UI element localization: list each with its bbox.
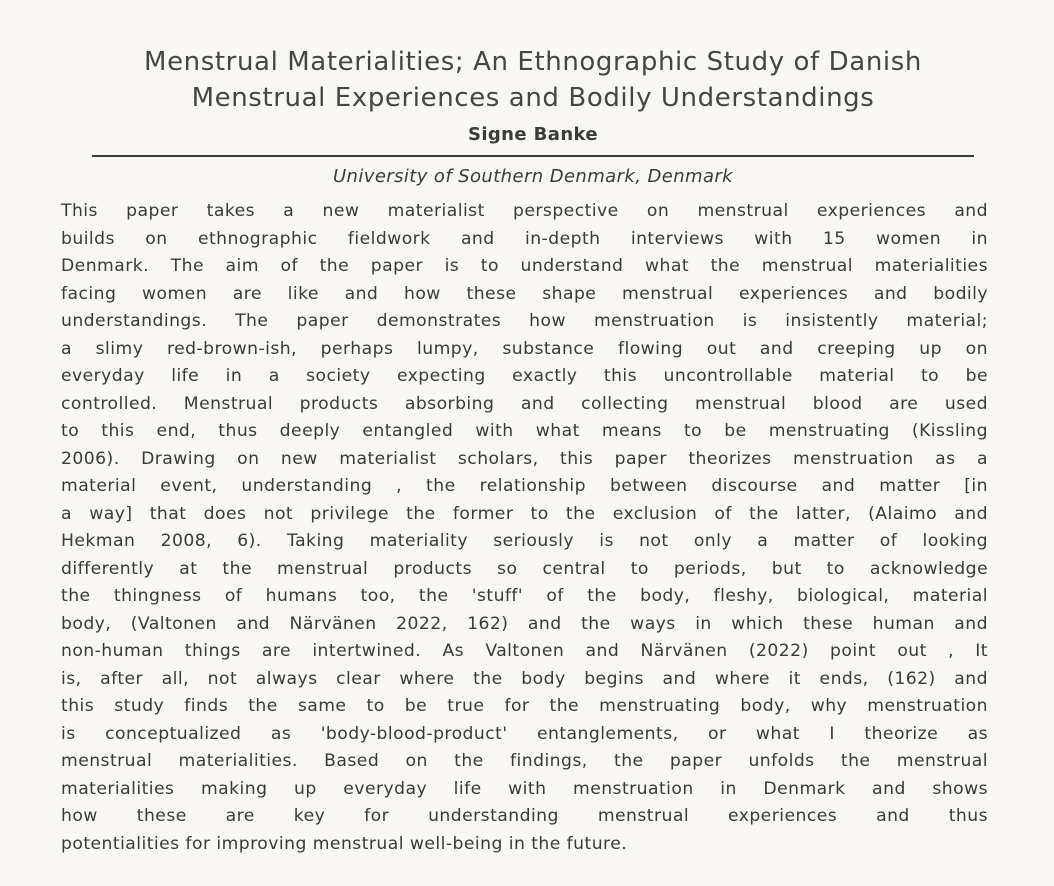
abstract-line: materialities making up everyday life with menstruation in Denmark and shows [61, 778, 988, 799]
abstract-line: body, (Valtonen and Närvänen 2022, 162) and the ways in which these human and [61, 613, 988, 634]
abstract-line: facing women are like and how these shape menstrual experiences and bodily [61, 283, 988, 304]
abstract-line: non-human things are intertwined. As Valtonen and Närvänen (2022) point out , It [61, 641, 988, 661]
abstract-line: everyday life in a society expecting exactly this uncontrollable material to be [61, 366, 988, 386]
abstract-line: is conceptualized as 'body-blood-product' entanglements, or what I theorize as [61, 723, 988, 744]
abstract-line: this study finds the same to be true for the menstruating body, why menstruation [61, 696, 988, 716]
abstract-line: potentialities for improving menstrual well-being in the future. [61, 833, 628, 854]
abstract-line: differently at the menstrual products so central to periods, but to acknowledge [61, 558, 988, 579]
abstract-line: to this end, thus deeply entangled with what means to be menstruating (Kissling [61, 421, 988, 441]
abstract-line: Hekman 2008, 6). Taking materiality seriously is not only a matter of looking [61, 531, 988, 551]
abstract-line: This paper takes a new materialist perspective on menstrual experiences and [61, 201, 988, 221]
paper-title [60, 44, 1006, 116]
title-line-1: Menstrual Materialities; An Ethnographic Study of Danish [144, 47, 922, 77]
abstract-text [61, 198, 988, 858]
abstract-line: the thingness of humans too, the 'stuff' of the body, fleshy, biological, material [61, 586, 988, 606]
abstract-line: is, after all, not always clear where the body begins and where it ends, (162) and [61, 668, 988, 689]
abstract-line: builds on ethnographic fieldwork and in-depth interviews with 15 women in [61, 228, 988, 249]
abstract-line: Denmark. The aim of the paper is to understand what the menstrual materialities [61, 256, 988, 276]
author-affiliation: University of Southern Denmark, Denmark [332, 166, 734, 187]
abstract-line: a slimy red-brown-ish, perhaps lumpy, substance flowing out and creeping up on [61, 338, 988, 359]
author-name: Signe Banke [467, 124, 599, 145]
abstract-line: material event, understanding , the relationship between discourse and matter [in [61, 476, 988, 496]
abstract-line: how these are key for understanding menstrual experiences and thus [61, 806, 988, 826]
title-line-2: Menstrual Experiences and Bodily Understandings [191, 83, 875, 113]
abstract-line: menstrual materialities. Based on the findings, the paper unfolds the menstrual [61, 751, 988, 771]
abstract-line: controlled. Menstrual products absorbing and collecting menstrual blood are used [61, 393, 988, 414]
abstract-line: understandings. The paper demonstrates how menstruation is insistently material; [61, 311, 988, 331]
abstract-line: 2006). Drawing on new materialist scholars, this paper theorizes menstruation as a [61, 448, 988, 469]
abstract-line: a way] that does not privilege the former to the exclusion of the latter, (Alaimo and [61, 503, 988, 524]
title-divider [92, 155, 974, 157]
